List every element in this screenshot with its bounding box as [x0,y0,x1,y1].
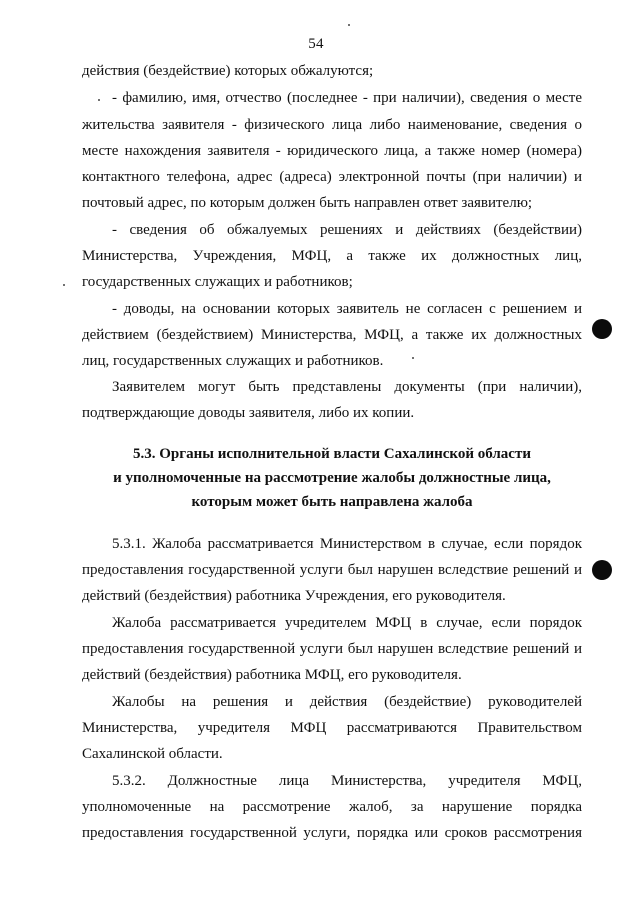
text-line: - доводы, на основании которых заявитель не согласен с решением и [112,301,582,317]
text-line: - фамилию, имя, отчество (последнее - при наличии), сведения о месте [112,90,582,106]
binder-hole-mark [592,319,612,339]
scan-speck [63,284,65,286]
text-line: уполномоченные на рассмотрение жалоб, за нарушение порядка [82,799,582,815]
text-line: Жалоба рассматривается учредителем МФЦ в случае, если порядок [112,615,582,631]
text-line: Министерства, Учреждения, МФЦ, а также их должностных лиц, [82,248,582,264]
text-line: - сведения об обжалуемых решениях и действиях (бездействии) [112,222,582,238]
text-line: государственных служащих и работников; [82,274,353,290]
text-line: действия (бездействие) которых обжалуются; [82,63,374,79]
text-line: контактного телефона, адрес (адреса) электронной почты (при наличии) и [82,169,582,185]
scan-speck [348,24,350,26]
scan-speck [412,357,414,359]
section-heading-line: которым может быть направлена жалоба [191,494,473,510]
text-line: 5.3.2. Должностные лица Министерства, учредителя МФЦ, [112,773,582,789]
section-heading-line: 5.3. Органы исполнительной власти Сахалинской области [133,446,531,462]
text-line: 5.3.1. Жалоба рассматривается Министерством в случае, если порядок [112,536,582,552]
text-line: месте нахождения заявителя - юридического лица, а также номер (номера) [82,143,582,159]
text-line: действий (бездействия) работника МФЦ, его руководителя. [82,667,462,683]
text-line: действием (бездействием) Министерства, МФЦ, а также их должностных [82,327,582,343]
text-line: жительства заявителя - физического лица либо наименование, сведения о [82,117,582,133]
text-line: действий (бездействия) работника Учреждения, его руководителя. [82,588,506,604]
text-line: почтовый адрес, по которым должен быть направлен ответ заявителю; [82,195,533,211]
section-heading-line: и уполномоченные на рассмотрение жалобы должностные лица, [113,470,551,486]
scan-speck [98,99,100,101]
text-line: предоставления государственной услуги, порядка или сроков рассмотрения [82,825,582,841]
binder-hole-mark [592,560,612,580]
text-line: подтверждающие доводы заявителя, либо их копии. [82,405,415,421]
page-number: 54 [308,36,324,52]
text-line: Жалобы на решения и действия (бездействие) руководителей [112,694,582,710]
text-line: Заявителем могут быть представлены документы (при наличии), [112,379,582,395]
text-line: Сахалинской области. [82,746,223,762]
text-line: Министерства, учредителя МФЦ рассматриваются Правительством [82,720,582,736]
text-line: предоставления государственной услуги был нарушен вследствие решений и [82,562,582,578]
text-line: лиц, государственных служащих и работников. [82,353,384,369]
text-line: предоставления государственной услуги был нарушен вследствие решений и [82,641,582,657]
